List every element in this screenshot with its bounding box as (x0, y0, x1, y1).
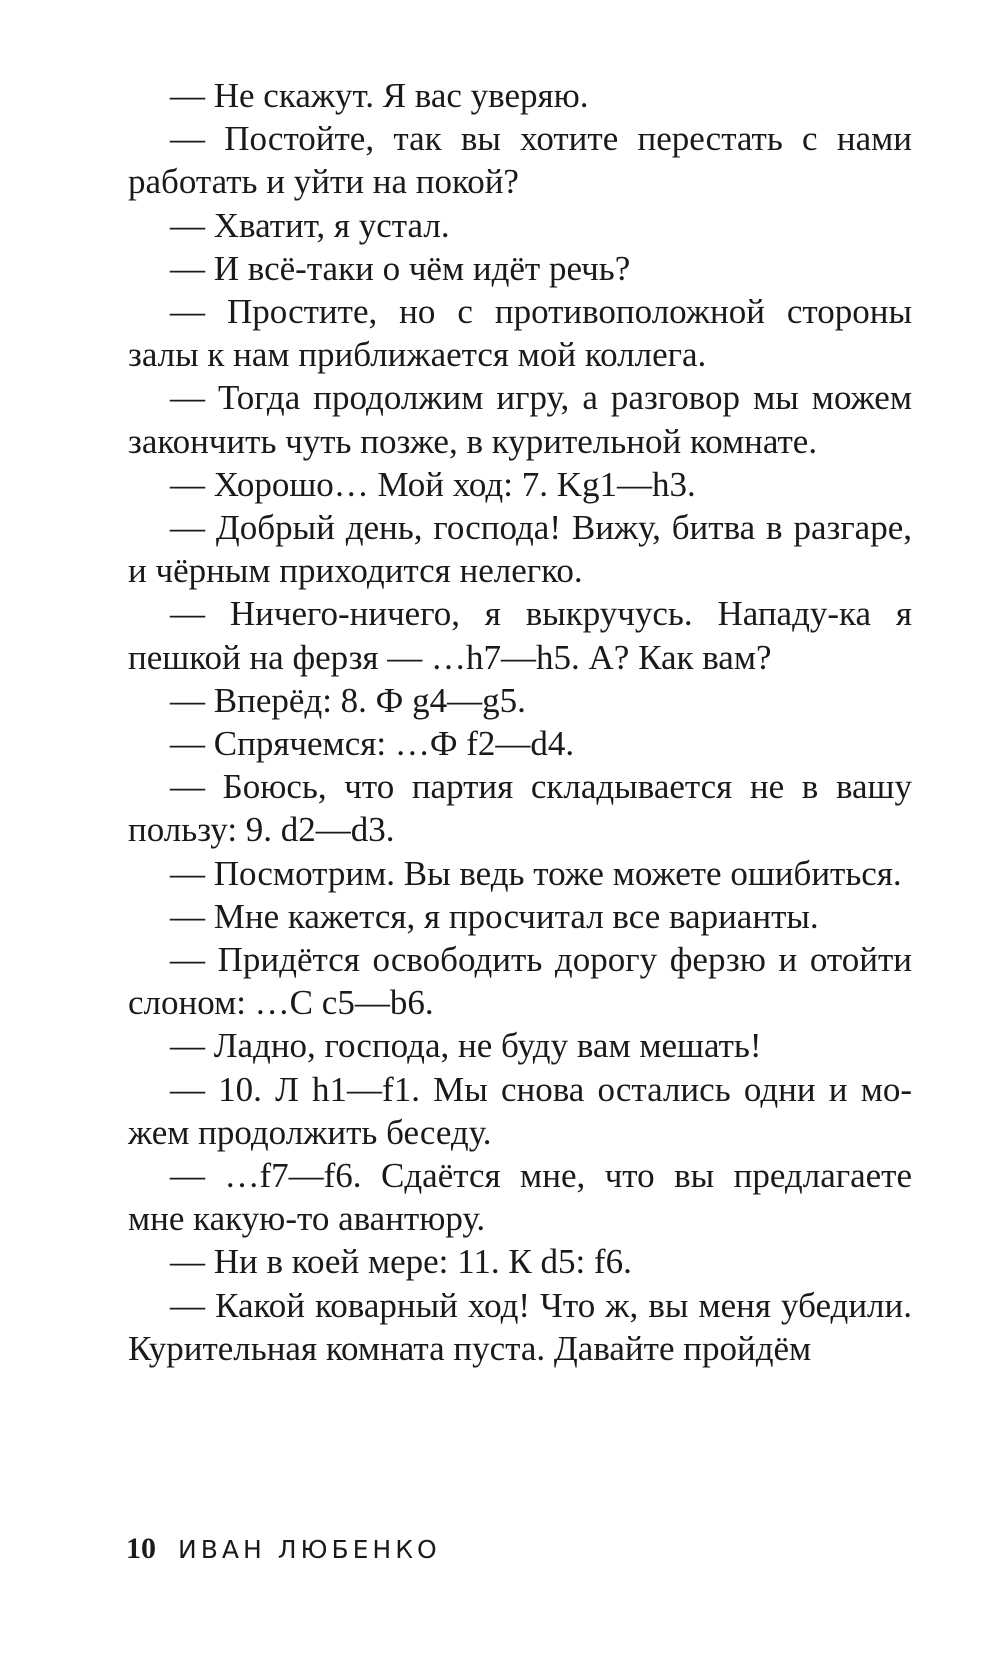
paragraph: — Тогда продолжим игру, а разговор мы можем закончить чуть позже, в курительной комнате. (128, 378, 912, 461)
paragraph: — Ладно, господа, не буду вам мешать! (170, 1026, 762, 1066)
page-footer (126, 1534, 441, 1565)
paragraph: — Посмотрим. Вы ведь тоже можете ошибиться. (170, 853, 902, 893)
paragraph: — Хватит, я устал. (170, 205, 450, 245)
paragraph: — 10. Л h1—f1. Мы снова остались одни и можем продолжить беседу. (128, 1069, 912, 1152)
paragraph: — Добрый день, господа! Вижу, битва в разгаре, и чёрным приходится нелегко. (128, 508, 912, 591)
paragraph: — Придётся освободить дорогу ферзю и отойти слоном: …С c5—b6. (128, 940, 912, 1023)
page-text (128, 74, 912, 1370)
paragraph: — …f7—f6. Сдаётся мне, что вы предлагаете мне какую-то авантюру. (128, 1156, 912, 1239)
paragraph: — Хорошо… Мой ход: 7. Kg1—h3. (170, 464, 696, 504)
paragraph: — Ни в коей мере: 11. К d5: f6. (170, 1242, 632, 1282)
paragraph: — Постойте, так вы хотите перестать с нами работать и уйти на покой? (128, 119, 912, 202)
paragraph: — Вперёд: 8. Ф g4—g5. (170, 680, 526, 720)
page-number: 10 (126, 1532, 156, 1565)
paragraph: — Не скажут. Я вас уверяю. (170, 76, 589, 115)
author-name: ИВАН ЛЮБЕНКО (178, 1535, 441, 1564)
paragraph: — И всё-таки о чём идёт речь? (170, 248, 631, 288)
paragraph: — Какой коварный ход! Что ж, вы меня убедили. Курительная комната пуста. Давайте пройдём (128, 1285, 912, 1368)
paragraph: — Ничего-ничего, я выкручусь. Нападу-ка я пешкой на ферзя — …h7—h5. А? Как вам? (128, 594, 912, 677)
paragraph: — Спрячемся: …Ф f2—d4. (170, 724, 575, 764)
paragraph: — Боюсь, что партия складывается не в вашу пользу: 9. d2—d3. (128, 767, 912, 850)
paragraph: — Простите, но с противоположной стороны залы к нам приближается мой коллега. (128, 292, 912, 375)
paragraph: — Мне кажется, я просчитал все варианты. (170, 896, 819, 936)
